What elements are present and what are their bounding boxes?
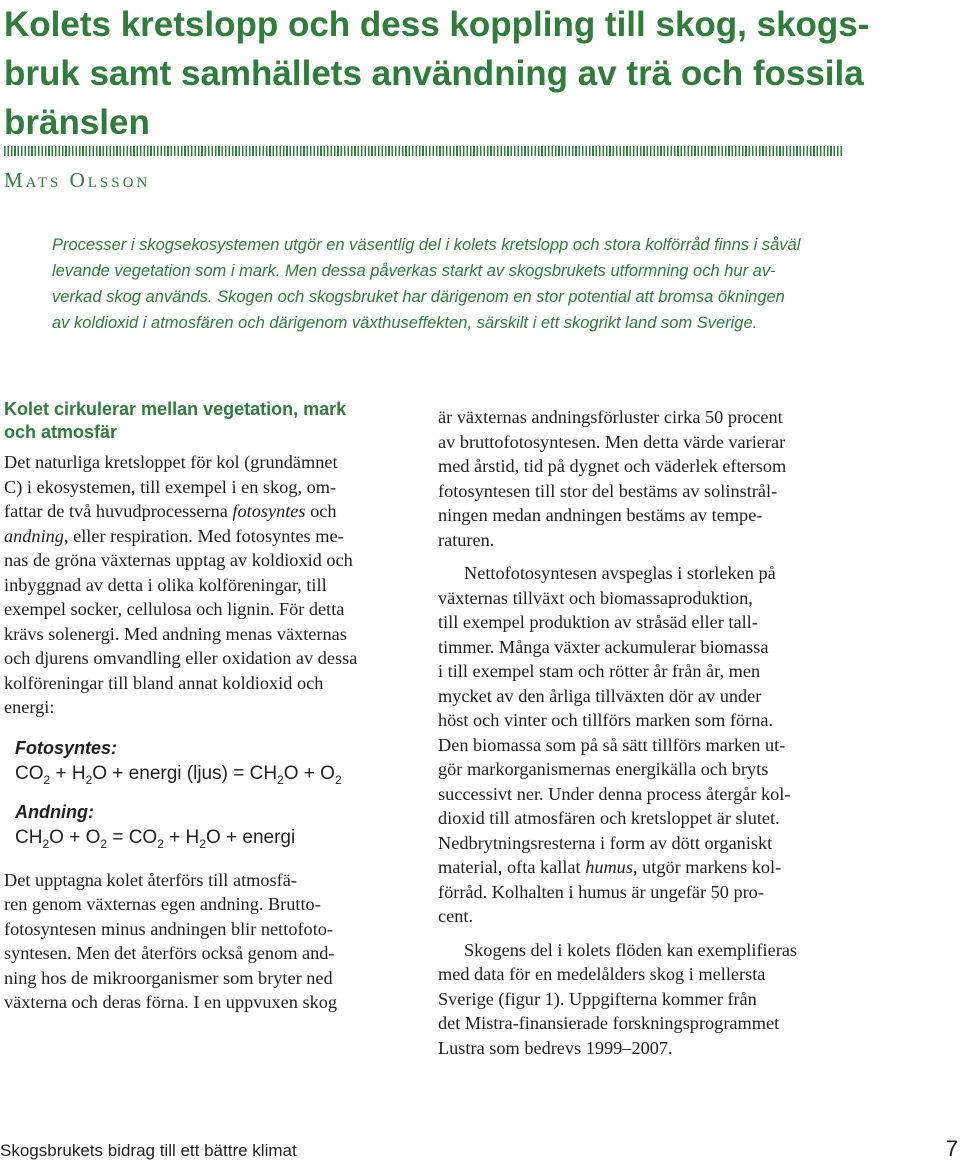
- text-line: Lustra som bedrevs 1999–2007.: [438, 1037, 673, 1058]
- text-line: successivt ner. Under denna process återgår kol-: [438, 783, 791, 804]
- text-line: i till exempel stam och rötter år från år, men: [438, 661, 761, 681]
- section-heading: [4, 398, 416, 444]
- photosynthesis-label: Fotosyntes:: [15, 737, 118, 758]
- text-line: Det upptagna kolet återförs till atmosfä-: [4, 869, 297, 890]
- net-photosynthesis-paragraph: [438, 561, 848, 929]
- respiration-loss-paragraph: [438, 405, 848, 552]
- text-run: fattar de två huvudprocesserna: [4, 501, 233, 521]
- term-humus: humus: [585, 857, 633, 877]
- text-line: inbyggnad av detta i olika kolföreningar, till: [4, 574, 327, 595]
- lead-line: av koldioxid i atmosfären och därigenom växthuseffekten, särskilt i ett skogrikt land som Sverige.: [52, 314, 758, 332]
- eq-term: CH: [15, 826, 43, 848]
- text-line: exempel socker, cellulosa och lignin. För detta: [4, 599, 345, 619]
- equations: [15, 736, 416, 852]
- text-line: gör markorganismernas energikälla och bryts: [438, 759, 769, 779]
- eq-subscript: 2: [157, 836, 164, 851]
- eq-term: O + energi: [205, 826, 296, 848]
- eq-subscript: 2: [277, 772, 284, 787]
- eq-term: O + energi (ljus) = CH: [92, 762, 278, 784]
- page-number: 7: [945, 1136, 958, 1161]
- lead-paragraph: [52, 232, 812, 336]
- text-line: och djurens omvandling eller oxidation av dessa: [4, 648, 358, 668]
- title-line: Kolets kretslopp och dess koppling till skog, skogs-: [4, 5, 870, 44]
- text-line: ren genom växternas egen andning. Brutto-: [4, 894, 321, 914]
- text-line: med årstid, tid på dygnet och väderlek eftersom: [438, 456, 787, 476]
- text-line: växternas tillväxt och biomassaproduktion,: [438, 587, 753, 608]
- text-line: nas de gröna växternas upptag av koldioxid och: [4, 550, 353, 570]
- text-line: Skogens del i kolets flöden kan exemplifieras: [464, 939, 798, 960]
- text-line: Sverige (figur 1). Uppgifterna kommer från: [438, 988, 757, 1009]
- text-line: mycket av den årliga tillväxten dör av under: [438, 685, 762, 706]
- lead-line: Processer i skogsekosystemen utgör en väsentlig del i kolets kretslopp och stora kolförråd finns i såväl: [52, 236, 801, 254]
- eq-subscript: 2: [199, 836, 206, 851]
- text-line: [4, 524, 416, 549]
- text-line: det Mistra-finansierade forskningsprogrammet: [438, 1013, 780, 1033]
- lead-line: levande vegetation som i mark. Men dessa påverkas starkt av skogsbrukets utformning och hur av-: [52, 262, 776, 280]
- text-line: Det naturliga kretsloppet för kol (grundämnet: [4, 452, 338, 472]
- author-name: Mats Olsson: [4, 168, 151, 192]
- text-line: förråd. Kolhalten i humus är ungefär 50 pro-: [438, 881, 764, 902]
- eq-term: O + O: [283, 762, 335, 784]
- photosynthesis-equation: [15, 760, 416, 788]
- eq-term: CO: [15, 762, 44, 784]
- eq-term: O + O: [49, 826, 101, 848]
- text-line: fotosyntesen minus andningen blir nettofoto-: [4, 918, 334, 939]
- right-column: [438, 405, 848, 1060]
- text-line: fotosyntesen till stor del bestäms av solinstrål-: [438, 480, 778, 501]
- text-run: och: [305, 501, 337, 521]
- forest-flows-paragraph: [438, 938, 848, 1061]
- left-column: [4, 398, 416, 1015]
- text-line: raturen.: [438, 529, 495, 550]
- text-line: växterna och deras förna. I en uppvuxen skog: [4, 992, 338, 1012]
- title-line: bruk samt samhällets användning av trä och fossila: [4, 54, 864, 93]
- heading-line: och atmosfär: [4, 422, 118, 442]
- text-line: Nettofotosyntesen avspeglas i storleken på: [464, 563, 776, 583]
- eq-subscript: 2: [43, 772, 51, 787]
- text-line: till exempel produktion av stråsäd eller tall-: [438, 612, 758, 632]
- text-line: [4, 499, 416, 524]
- respiration-equation: [15, 824, 416, 852]
- text-line: ning hos de mikroorganismer som bryter ned: [4, 967, 333, 988]
- carbon-cycle-paragraph: [4, 450, 416, 720]
- text-line: Den biomassa som på så sätt tillförs marken ut-: [438, 734, 786, 755]
- heading-line: Kolet cirkulerar mellan vegetation, mark: [4, 399, 347, 419]
- text-line: timmer. Många växter ackumulerar biomassa: [438, 636, 769, 657]
- text-run: material, ofta kallat: [438, 857, 586, 877]
- return-paragraph: [4, 868, 416, 1015]
- eq-subscript: 2: [334, 772, 342, 787]
- text-line: kolföreningar till bland annat koldioxid och: [4, 672, 324, 693]
- text-run: , eller respiration. Med fotosyntes me-: [63, 525, 344, 546]
- text-line: energi:: [4, 697, 55, 717]
- text-line: höst och vinter och tillförs marken som förna.: [438, 710, 774, 730]
- text-line: dioxid till atmosfären och kretsloppet är slutet.: [438, 808, 780, 828]
- footer-publication-title: Skogsbrukets bidrag till ett bättre klimat: [0, 1141, 297, 1160]
- eq-term: = CO: [107, 826, 158, 848]
- text-line: är växternas andningsförluster cirka 50 procent: [438, 407, 783, 427]
- term-fotosyntes: fotosyntes: [232, 501, 306, 521]
- lead-line: verkad skog används. Skogen och skogsbruket har därigenom en stor potential att bromsa ökningen: [52, 288, 785, 306]
- title-line: bränslen: [4, 103, 150, 142]
- eq-subscript: 2: [100, 836, 108, 851]
- text-run: , utgör markens kol-: [632, 857, 782, 877]
- text-line: av bruttofotosyntesen. Men detta värde varierar: [438, 431, 786, 452]
- title-divider: [4, 146, 844, 156]
- eq-term: + H: [163, 826, 200, 848]
- eq-term: + H: [50, 762, 86, 784]
- text-line: ningen medan andningen bestäms av tempe-: [438, 505, 763, 525]
- text-line: cent.: [438, 906, 474, 926]
- eq-subscript: 2: [85, 772, 93, 787]
- term-andning: andning: [4, 525, 64, 546]
- text-line: krävs solenergi. Med andning menas växternas: [4, 623, 347, 644]
- text-line: med data för en medelålders skog i mellersta: [438, 964, 766, 984]
- eq-subscript: 2: [42, 836, 50, 851]
- respiration-label: Andning:: [15, 801, 94, 822]
- text-line: C) i ekosystemen, till exempel i en skog, om-: [4, 476, 337, 497]
- text-line: syntesen. Men det återförs också genom and-: [4, 943, 335, 963]
- text-line: [438, 855, 848, 880]
- text-line: Nedbrytningsresterna i form av dött organiskt: [438, 832, 773, 853]
- article-title: [4, 0, 884, 147]
